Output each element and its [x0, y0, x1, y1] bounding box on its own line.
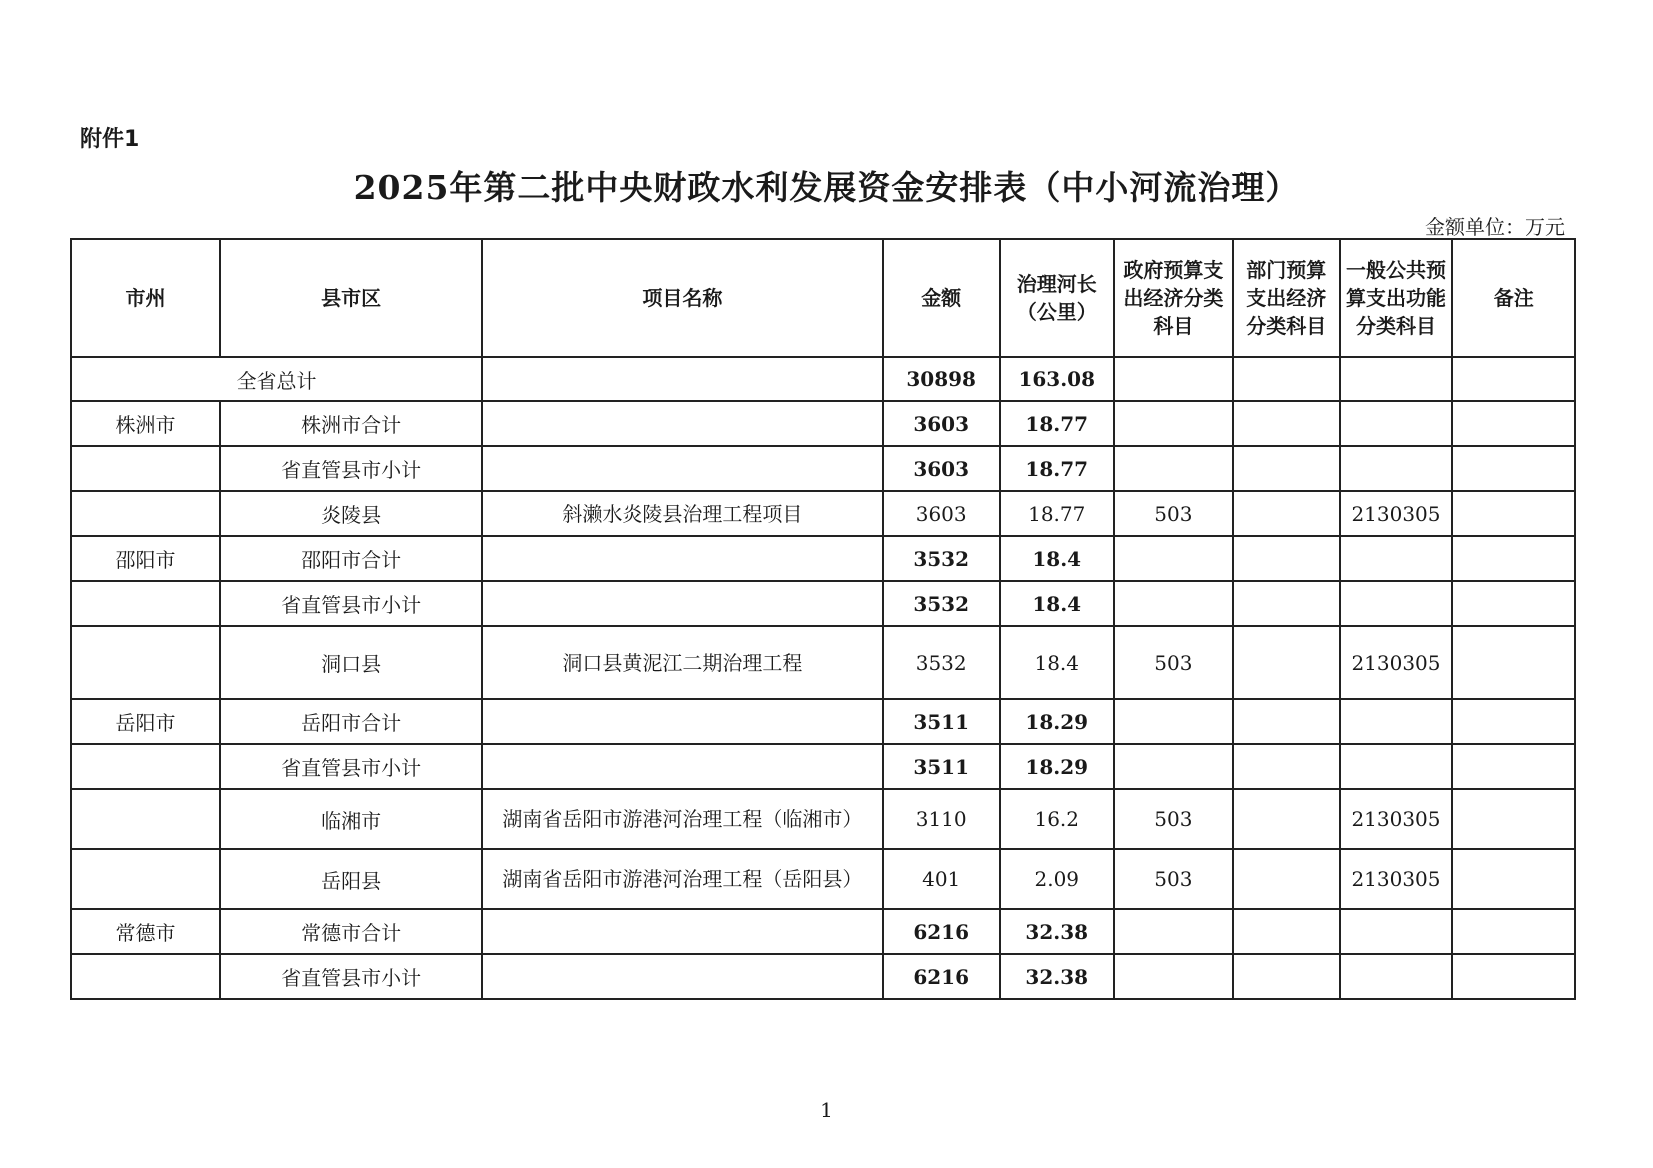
cell-project [482, 536, 882, 581]
total-label: 全省总计 [71, 357, 482, 401]
table-row [71, 536, 1575, 581]
cell-remark [1452, 536, 1575, 581]
cell-econ [1114, 744, 1233, 789]
cell-econ: 503 [1114, 789, 1233, 849]
cell-county: 邵阳市合计 [220, 536, 482, 581]
table-row [71, 699, 1575, 744]
cell-dept [1233, 581, 1340, 626]
cell-econ: 503 [1114, 626, 1233, 699]
cell-func [1340, 446, 1453, 491]
header-remark: 备注 [1452, 239, 1575, 357]
cell-city [71, 581, 220, 626]
cell-county: 临湘市 [220, 789, 482, 849]
allocation-table [70, 238, 1576, 1000]
cell-amount: 3532 [883, 581, 1000, 626]
cell-project [482, 909, 882, 954]
total-func [1340, 357, 1453, 401]
page-number: 1 [820, 1098, 833, 1122]
cell-length: 16.2 [1000, 789, 1114, 849]
cell-county: 岳阳县 [220, 849, 482, 909]
header-city: 市州 [71, 239, 220, 357]
table-row [71, 789, 1575, 849]
header-row [71, 239, 1575, 357]
cell-length: 18.4 [1000, 536, 1114, 581]
cell-dept [1233, 954, 1340, 999]
total-amount: 30898 [883, 357, 1000, 401]
cell-remark [1452, 626, 1575, 699]
cell-county: 炎陵县 [220, 491, 482, 536]
header-dept-class: 部门预算支出经济分类科目 [1233, 239, 1340, 357]
cell-dept [1233, 849, 1340, 909]
cell-remark [1452, 954, 1575, 999]
cell-length: 32.38 [1000, 909, 1114, 954]
total-dept [1233, 357, 1340, 401]
cell-econ [1114, 581, 1233, 626]
cell-length: 18.4 [1000, 581, 1114, 626]
cell-project [482, 699, 882, 744]
cell-remark [1452, 744, 1575, 789]
unit-label: 金额单位：万元 [1425, 215, 1565, 239]
cell-city [71, 744, 220, 789]
header-amount: 金额 [883, 239, 1000, 357]
cell-econ: 503 [1114, 491, 1233, 536]
cell-func [1340, 536, 1453, 581]
header-length: 治理河长（公里） [1000, 239, 1114, 357]
cell-city [71, 626, 220, 699]
cell-econ [1114, 909, 1233, 954]
total-econ [1114, 357, 1233, 401]
total-length: 163.08 [1000, 357, 1114, 401]
cell-county: 省直管县市小计 [220, 954, 482, 999]
cell-econ: 503 [1114, 849, 1233, 909]
cell-amount: 3532 [883, 536, 1000, 581]
table-row [71, 954, 1575, 999]
cell-county: 岳阳市合计 [220, 699, 482, 744]
cell-func: 2130305 [1340, 626, 1453, 699]
cell-dept [1233, 626, 1340, 699]
attachment-label: 附件1 [80, 127, 140, 152]
cell-remark [1452, 789, 1575, 849]
cell-dept [1233, 699, 1340, 744]
cell-project [482, 401, 882, 446]
cell-amount: 3532 [883, 626, 1000, 699]
cell-county: 省直管县市小计 [220, 581, 482, 626]
cell-city: 常德市 [71, 909, 220, 954]
cell-econ [1114, 954, 1233, 999]
total-project [482, 357, 882, 401]
cell-remark [1452, 401, 1575, 446]
cell-amount: 3511 [883, 699, 1000, 744]
cell-amount: 3511 [883, 744, 1000, 789]
cell-remark [1452, 446, 1575, 491]
cell-remark [1452, 849, 1575, 909]
cell-project [482, 744, 882, 789]
cell-length: 18.4 [1000, 626, 1114, 699]
table-row [71, 744, 1575, 789]
cell-county: 省直管县市小计 [220, 744, 482, 789]
cell-length: 32.38 [1000, 954, 1114, 999]
cell-dept [1233, 536, 1340, 581]
cell-city: 株洲市 [71, 401, 220, 446]
cell-amount: 401 [883, 849, 1000, 909]
cell-length: 18.77 [1000, 491, 1114, 536]
header-county: 县市区 [220, 239, 482, 357]
cell-econ [1114, 446, 1233, 491]
cell-city [71, 954, 220, 999]
table-row [71, 849, 1575, 909]
cell-func: 2130305 [1340, 849, 1453, 909]
cell-city [71, 789, 220, 849]
cell-dept [1233, 446, 1340, 491]
cell-econ [1114, 401, 1233, 446]
cell-county: 株洲市合计 [220, 401, 482, 446]
cell-dept [1233, 744, 1340, 789]
cell-project: 斜濑水炎陵县治理工程项目 [482, 491, 882, 536]
cell-project [482, 581, 882, 626]
cell-city [71, 849, 220, 909]
cell-county: 省直管县市小计 [220, 446, 482, 491]
cell-project: 湖南省岳阳市游港河治理工程（临湘市） [482, 789, 882, 849]
cell-county: 洞口县 [220, 626, 482, 699]
table-row [71, 581, 1575, 626]
cell-length: 2.09 [1000, 849, 1114, 909]
document-title: 2025年第二批中央财政水利发展资金安排表（中小河流治理） [353, 168, 1300, 207]
cell-econ [1114, 536, 1233, 581]
total-row [71, 357, 1575, 401]
cell-remark [1452, 491, 1575, 536]
cell-func [1340, 954, 1453, 999]
header-func-class: 一般公共预算支出功能分类科目 [1340, 239, 1453, 357]
cell-dept [1233, 401, 1340, 446]
cell-amount: 3603 [883, 446, 1000, 491]
cell-func [1340, 744, 1453, 789]
cell-length: 18.29 [1000, 699, 1114, 744]
header-project: 项目名称 [482, 239, 882, 357]
cell-amount: 6216 [883, 909, 1000, 954]
cell-remark [1452, 581, 1575, 626]
total-remark [1452, 357, 1575, 401]
header-econ-class: 政府预算支出经济分类科目 [1114, 239, 1233, 357]
cell-dept [1233, 789, 1340, 849]
cell-amount: 3110 [883, 789, 1000, 849]
cell-length: 18.29 [1000, 744, 1114, 789]
cell-remark [1452, 909, 1575, 954]
cell-amount: 3603 [883, 491, 1000, 536]
cell-city [71, 446, 220, 491]
cell-func: 2130305 [1340, 491, 1453, 536]
cell-project [482, 446, 882, 491]
table-row [71, 909, 1575, 954]
cell-func [1340, 699, 1453, 744]
cell-city [71, 491, 220, 536]
table-row [71, 491, 1575, 536]
cell-func [1340, 909, 1453, 954]
table-row [71, 626, 1575, 699]
cell-amount: 6216 [883, 954, 1000, 999]
cell-length: 18.77 [1000, 401, 1114, 446]
table-row [71, 446, 1575, 491]
cell-dept [1233, 909, 1340, 954]
cell-project: 湖南省岳阳市游港河治理工程（岳阳县） [482, 849, 882, 909]
cell-econ [1114, 699, 1233, 744]
cell-project [482, 954, 882, 999]
cell-length: 18.77 [1000, 446, 1114, 491]
cell-func [1340, 581, 1453, 626]
cell-county: 常德市合计 [220, 909, 482, 954]
table-row [71, 401, 1575, 446]
cell-dept [1233, 491, 1340, 536]
cell-func [1340, 401, 1453, 446]
cell-remark [1452, 699, 1575, 744]
cell-func: 2130305 [1340, 789, 1453, 849]
cell-city: 邵阳市 [71, 536, 220, 581]
cell-city: 岳阳市 [71, 699, 220, 744]
cell-project: 洞口县黄泥江二期治理工程 [482, 626, 882, 699]
cell-amount: 3603 [883, 401, 1000, 446]
